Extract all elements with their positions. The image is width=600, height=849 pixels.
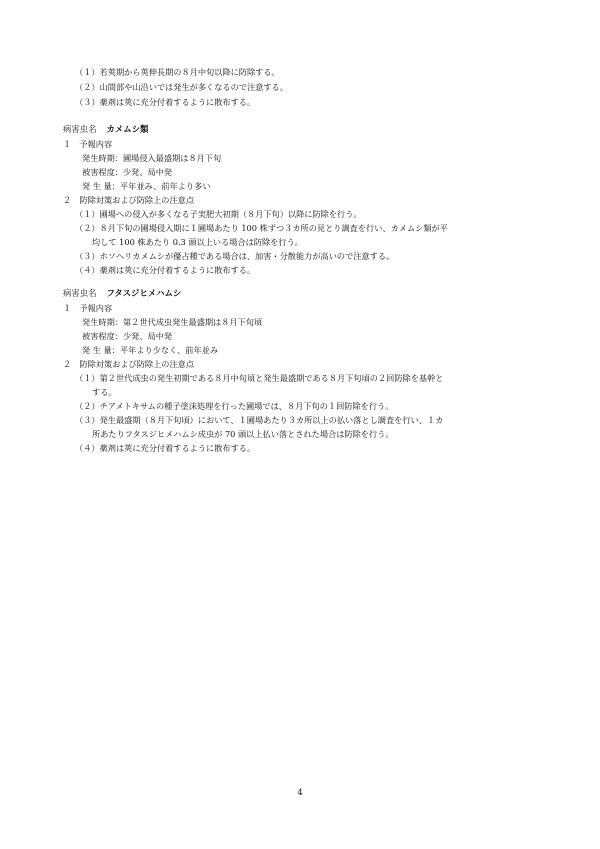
pest-name: フタスジヒメハムシ bbox=[106, 288, 182, 298]
control-item-3: （３）発生最盛期（８月下旬頃）において、１圃場あたり３カ所以上の払い落とし調査を行い、１カ bbox=[75, 415, 444, 425]
control-item-1: （１）第２世代成虫の発生初期である８月中旬頃と発生最盛期である８月下旬頃の２回防除を基幹と bbox=[75, 373, 444, 383]
pest-name: カメムシ類 bbox=[106, 124, 149, 134]
forecast-item-amount: 発 生 量：平年並み、前年より多い bbox=[82, 181, 211, 191]
control-heading: ２ 防除対策および防除上の注意点 bbox=[63, 359, 195, 369]
control-item-1-cont: する。 bbox=[92, 387, 117, 397]
forecast-item-amount: 発 生 量：平年より少なく、前年並み bbox=[82, 345, 219, 355]
forecast-heading: １ 予報内容 bbox=[63, 303, 113, 313]
pest-heading-stinkbug bbox=[63, 123, 148, 135]
control-item-2: （２）チアメトキサムの種子塗沫処理を行った圃場では、８月下旬の１回防除を行う。 bbox=[75, 401, 394, 411]
pest-label: 病害虫名 bbox=[63, 124, 97, 134]
control-item-1: （１）圃場への侵入が多くなる子実肥大初期（８月下旬）以降に防除を行う。 bbox=[75, 209, 362, 219]
control-heading: ２ 防除対策および防除上の注意点 bbox=[63, 195, 195, 205]
page-number: 4 bbox=[297, 787, 303, 797]
control-item-2-cont: 均して 100 株あたり 0.3 頭以上いる場合は防除を行う。 bbox=[92, 237, 303, 247]
forecast-item-damage: 被害程度：少発、局中発 bbox=[82, 167, 173, 177]
top-item-2: （２）山間部や山沿いでは発生が多くなるので注意する。 bbox=[75, 82, 288, 92]
forecast-item-damage: 被害程度：少発、局中発 bbox=[82, 331, 173, 341]
top-item-3: （３）薬剤は莢に充分付着するように散布する。 bbox=[75, 97, 256, 107]
forecast-item-timing: 発生時期：第２世代成虫発生最盛期は８月下旬頃 bbox=[82, 317, 263, 327]
pest-label: 病害虫名 bbox=[63, 288, 97, 298]
forecast-item-timing: 発生時期：圃場侵入最盛期は８月下旬 bbox=[82, 153, 222, 163]
top-item-1: （１）若莢期から莢伸長期の８月中旬以降に防除する。 bbox=[75, 67, 280, 77]
control-item-2: （２）８月下旬の圃場侵入期に１圃場あたり 100 株ずつ３カ所の見とり調査を行い、カメムシ類が平 bbox=[75, 223, 448, 233]
forecast-heading: １ 予報内容 bbox=[63, 139, 113, 149]
control-item-3: （３）ホソヘリカメムシが優占種である場合は、加害・分散能力が高いので注意する。 bbox=[75, 251, 395, 261]
control-item-3-cont: 所あたりフタスジヒメハムシ成虫が 70 頭以上払い落とされた場合は防除を行う。 bbox=[92, 429, 394, 439]
control-item-4: （４）薬剤は莢に充分付着するように散布する。 bbox=[75, 443, 256, 453]
control-item-4: （４）薬剤は莢に充分付着するように散布する。 bbox=[75, 265, 256, 275]
pest-heading-leaf-beetle bbox=[63, 287, 181, 299]
